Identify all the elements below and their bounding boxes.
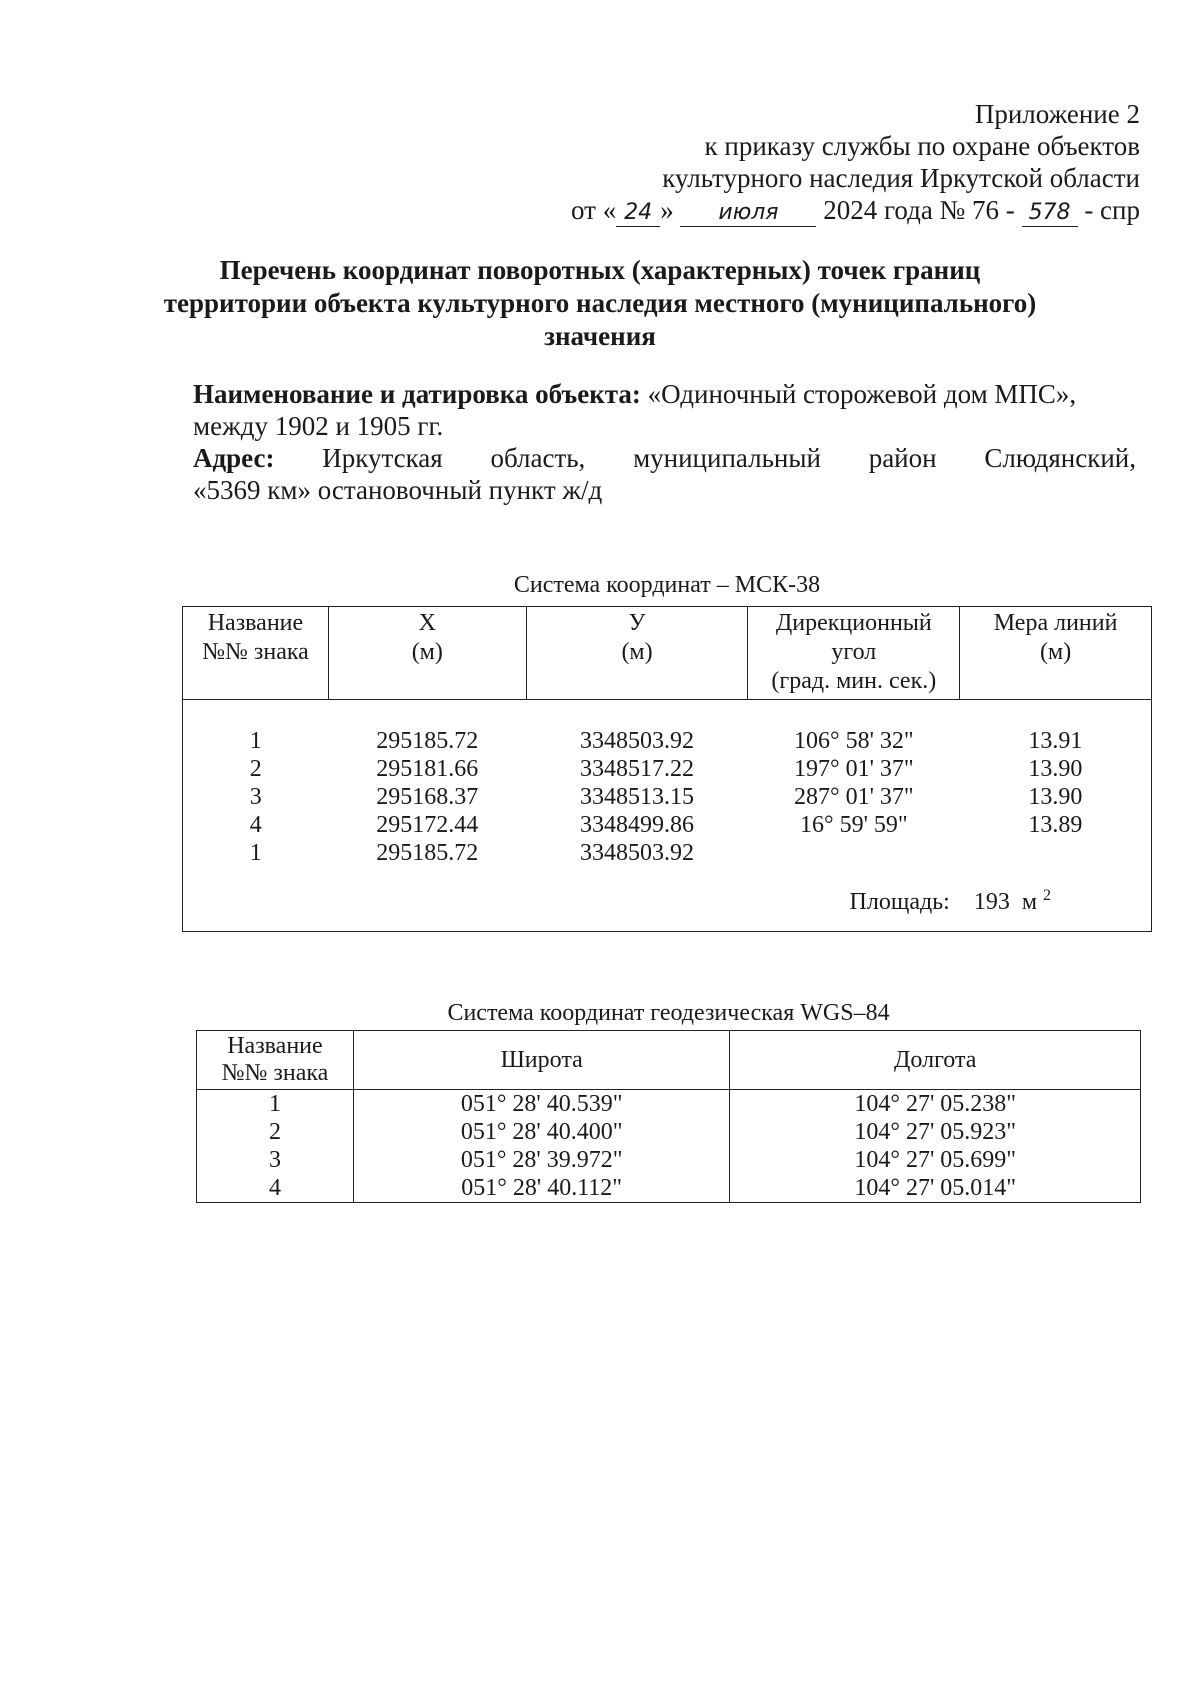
area-exponent: 2 [1043,887,1051,904]
appendix-title: Приложение 2 [974,99,1140,129]
title-line: значения [544,321,656,351]
msk-coordinates-table [182,606,1152,932]
cell-angle: 16° 59' 59" [799,812,908,838]
header-cell-name [197,1031,354,1090]
cell-x: 295185.72 [376,840,479,866]
cell-point: 3 [197,1146,354,1174]
header-text: (м) [1040,639,1072,665]
cell-point: 2 [197,1118,354,1146]
header-cell-angle [748,607,960,700]
cell-y: 3348499.86 [580,812,695,838]
cell-point: 3 [249,784,262,810]
header-text: Дирекционный [775,610,932,636]
object-name-line [193,378,1136,410]
document-title [160,254,1040,353]
area-label: Площадь: [849,889,950,915]
cell-point: 1 [249,728,262,754]
cell-length: 13.90 [1028,784,1083,810]
appendix-date-line [440,194,1140,227]
title-line: территории объекта культурного наследия местного (муниципального) [163,288,1037,318]
table-row [183,811,1152,839]
header-text: (град. мин. сек.) [771,668,937,694]
header-cell-y [526,607,748,700]
header-cell-latitude: Широта [353,1031,730,1090]
area-cell [183,867,1152,932]
header-text: №№ знака [221,1060,329,1086]
date-mid: » [660,195,674,225]
cell-angle: 287° 01' 37" [793,784,914,810]
table-row [197,1146,1141,1174]
wgs-coordinates-table [196,1030,1141,1203]
header-text: Мера линий [993,610,1118,636]
area-row [183,867,1152,932]
cell-longitude: 104° 27' 05.699" [730,1146,1141,1174]
cell-longitude: 104° 27' 05.923" [730,1118,1141,1146]
cell-latitude: 051° 28' 40.539" [353,1090,730,1119]
address-word: Иркутская [322,443,443,473]
appendix-authority: культурного наследия Иркутской области [662,163,1140,193]
address-line-2: «5369 км» остановочный пункт ж/д [193,475,603,505]
table-row [183,783,1152,811]
header-text: X [418,610,436,636]
table-row [183,755,1152,783]
msk-caption: Система координат – МСК-38 [513,572,821,598]
cell-y: 3348503.92 [580,840,695,866]
object-date: между 1902 и 1905 гг. [193,411,444,441]
appendix-header [440,98,1140,227]
title-line: Перечень координат поворотных (характерных) точек границ [219,255,981,285]
spacer [183,700,1152,728]
cell-point: 4 [249,812,262,838]
table-row [197,1090,1141,1119]
table-row [183,727,1152,755]
area-unit: м [1021,889,1037,915]
cell-length: 13.90 [1028,756,1083,782]
cell-longitude: 104° 27' 05.014" [730,1174,1141,1203]
msk-header-row [183,607,1152,700]
header-cell-x [328,607,526,700]
cell-point: 2 [249,756,262,782]
cell-angle [748,839,960,867]
cell-angle: 106° 58' 32" [793,728,914,754]
cell-point: 4 [197,1174,354,1203]
cell-longitude: 104° 27' 05.238" [730,1090,1141,1119]
header-cell-length [960,607,1152,700]
cell-latitude: 051° 28' 40.112" [353,1174,730,1203]
header-text: (м) [621,639,653,665]
cell-x: 295172.44 [376,812,479,838]
cell-point: 1 [249,840,262,866]
cell-length: 13.91 [1028,728,1083,754]
header-text: Название [227,1033,323,1059]
header-text: №№ знака [202,639,309,665]
cell-y: 3348513.15 [580,784,695,810]
header-text: угол [831,639,877,665]
wgs-caption: Система координат геодезическая WGS–84 [447,1000,890,1026]
cell-latitude: 051° 28' 40.400" [353,1118,730,1146]
cell-latitude: 051° 28' 39.972" [353,1146,730,1174]
table-row [183,839,1152,867]
address-word: Слюдянский, [984,443,1136,473]
area-value: 193 [973,889,1010,915]
header-text: Название [207,610,304,636]
date-prefix: от « [571,195,617,225]
address-word: муниципальный [633,443,821,473]
wgs-header-row [197,1031,1141,1090]
header-text: У [628,610,646,636]
address-line [193,442,1136,474]
cell-point: 1 [197,1090,354,1119]
object-name-label: Наименование и датировка объекта: [193,379,641,409]
handwritten-order-number: 578 [1022,200,1078,227]
object-name-value: «Одиночный сторожевой дом МПС», [647,379,1077,409]
cell-x: 295168.37 [376,784,479,810]
header-text: (м) [411,639,443,665]
cell-length [960,839,1152,867]
cell-y: 3348503.92 [580,728,695,754]
address-word: область, [490,443,586,473]
handwritten-day: 24 [616,200,660,227]
handwritten-month: июля [680,200,816,227]
date-rest: 2024 года № 76 - [823,195,1015,225]
cell-length: 13.89 [1028,812,1083,838]
cell-x: 295185.72 [376,728,479,754]
header-cell-longitude: Долгота [730,1031,1141,1090]
appendix-order-ref: к приказу службы по охране объектов [704,131,1140,161]
cell-x: 295181.66 [376,756,479,782]
cell-angle: 197° 01' 37" [793,756,914,782]
object-info [193,378,1136,506]
address-word: район [868,443,937,473]
table-row [197,1174,1141,1203]
header-cell-name [183,607,329,700]
cell-y: 3348517.22 [580,756,695,782]
address-label: Адрес: [193,443,275,473]
order-suffix: - спр [1084,195,1140,225]
table-row [197,1118,1141,1146]
